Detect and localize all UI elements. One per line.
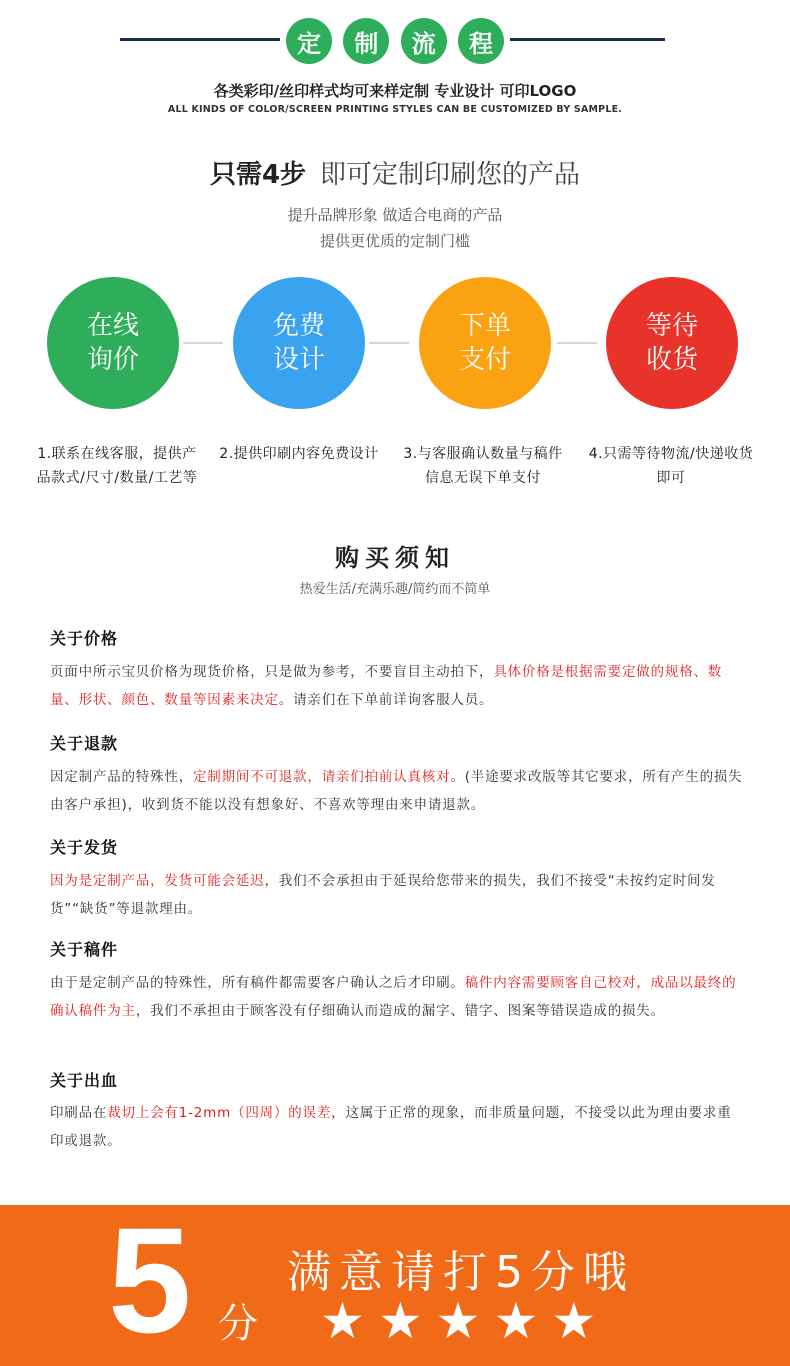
header-title <box>286 18 504 64</box>
section-text-bleed <box>50 1099 745 1155</box>
section-heading-artwork: 关于稿件 <box>50 940 119 959</box>
text-normal: ，这属于正常的现象，而非质量问题，不接受以此为理由要求重印或退款。 <box>50 1105 732 1149</box>
connector-line <box>369 342 409 344</box>
text-normal: ，我们不会承担由于延误给您带来的损失，我们不接受“未按约定时间发货”“缺货”等退款理由。 <box>50 873 716 917</box>
text-normal: 页面中所示宝贝价格为现货价格，只是做为参考，不要盲目主动拍下， <box>50 664 494 680</box>
step-description: 3.与客服确认数量与稿件信息无误下单支付 <box>403 446 563 486</box>
section-text-shipping <box>50 867 745 923</box>
text-highlight: 裁切上会有1-2mm（四周）的误差 <box>107 1105 332 1121</box>
title-char: 定 <box>286 18 332 64</box>
text-normal: ，我们不承担由于顾客没有仔细确认而造成的漏字、错字、图案等错误造成的损失。 <box>135 1003 665 1019</box>
text-normal: 印刷品在 <box>50 1105 108 1121</box>
text-normal: 。(半途要求改版等其它要求，所有产生的损失由客户承担)，收到货不能以没有想象好、不喜欢等理由来申请退款。 <box>50 769 743 813</box>
section-heading-refund: 关于退款 <box>50 734 119 753</box>
star-icon: ★ <box>493 1292 539 1350</box>
process-label: 免费 <box>272 311 325 341</box>
text-normal: 。请亲们在下单前详询客服人员。 <box>278 692 494 708</box>
banner-big-number: 5 <box>108 1196 192 1364</box>
process-label: 询价 <box>86 345 139 375</box>
process-label: 支付 <box>458 345 511 375</box>
notice-subtitle: 热爱生活/充满乐趣/简约而不简单 <box>299 582 491 597</box>
section-text-price <box>50 658 745 714</box>
section-heading-shipping: 关于发货 <box>50 838 119 857</box>
tagline-1: 提升品牌形象 做适合电商的产品 <box>287 206 503 224</box>
process-step-receive <box>606 277 738 409</box>
connector-line <box>557 342 597 344</box>
text-normal: 因定制产品的特殊性， <box>50 769 193 785</box>
connector-line <box>183 342 223 344</box>
steps-headline-bold: 只需4步 <box>209 160 307 190</box>
title-char: 程 <box>458 18 504 64</box>
star-icon: ★ <box>551 1292 597 1350</box>
process-step-pay <box>419 277 551 409</box>
section-text-artwork <box>50 969 745 1025</box>
section-heading-bleed: 关于出血 <box>50 1071 119 1090</box>
process-label: 下单 <box>458 311 511 341</box>
steps-headline <box>0 154 790 191</box>
process-step-inquiry <box>47 277 179 409</box>
text-highlight: 定制期间不可退款，请亲们拍前认真核对 <box>193 769 451 785</box>
banner-fen: 分 <box>218 1301 258 1347</box>
subtitle-cn: 各类彩印/丝印样式均可来样定制 专业设计 可印LOGO <box>213 82 577 100</box>
star-icon: ★ <box>435 1292 481 1350</box>
header-line-left <box>120 38 280 41</box>
subtitle-en: ALL KINDS OF COLOR/SCREEN PRINTING STYLES CAN BE CUSTOMIZED BY SAMPLE. <box>167 104 623 115</box>
banner-text: 满意请打5分哦 <box>287 1247 635 1298</box>
header-line-right <box>510 38 665 41</box>
step-description: 1.联系在线客服，提供产品款式/尺寸/数量/工艺等 <box>36 446 198 486</box>
text-highlight: 具体价格是根据需要定做的规格、数量、形状、颜色、数量等因素来决定 <box>50 664 723 708</box>
notice-title: 购买须知 <box>335 544 455 572</box>
star-icon: ★ <box>377 1292 423 1350</box>
steps-headline-rest: 即可定制印刷您的产品 <box>320 160 581 190</box>
text-highlight: 稿件内容需要顾客自己校对，成品以最终的确认稿件为主 <box>50 975 737 1019</box>
tagline-2: 提供更优质的定制门槛 <box>319 232 470 250</box>
title-char: 制 <box>343 18 389 64</box>
text-highlight: 因为是定制产品，发货可能会延迟 <box>50 873 265 889</box>
process-label: 在线 <box>86 311 139 341</box>
title-char: 流 <box>401 18 447 64</box>
section-text-refund <box>50 763 745 819</box>
rating-stars <box>320 1292 597 1350</box>
text-normal: 由于是定制产品的特殊性，所有稿件都需要客户确认之后才印刷。 <box>50 975 465 991</box>
step-description: 2.提供印刷内容免费设计 <box>219 446 379 462</box>
star-icon: ★ <box>320 1292 365 1350</box>
process-label: 收货 <box>645 345 698 375</box>
section-heading-price: 关于价格 <box>50 629 119 648</box>
process-step-design <box>233 277 365 409</box>
process-label: 等待 <box>645 311 698 341</box>
step-description: 4.只需等待物流/快递收货即可 <box>588 446 754 486</box>
process-label: 设计 <box>272 345 325 375</box>
